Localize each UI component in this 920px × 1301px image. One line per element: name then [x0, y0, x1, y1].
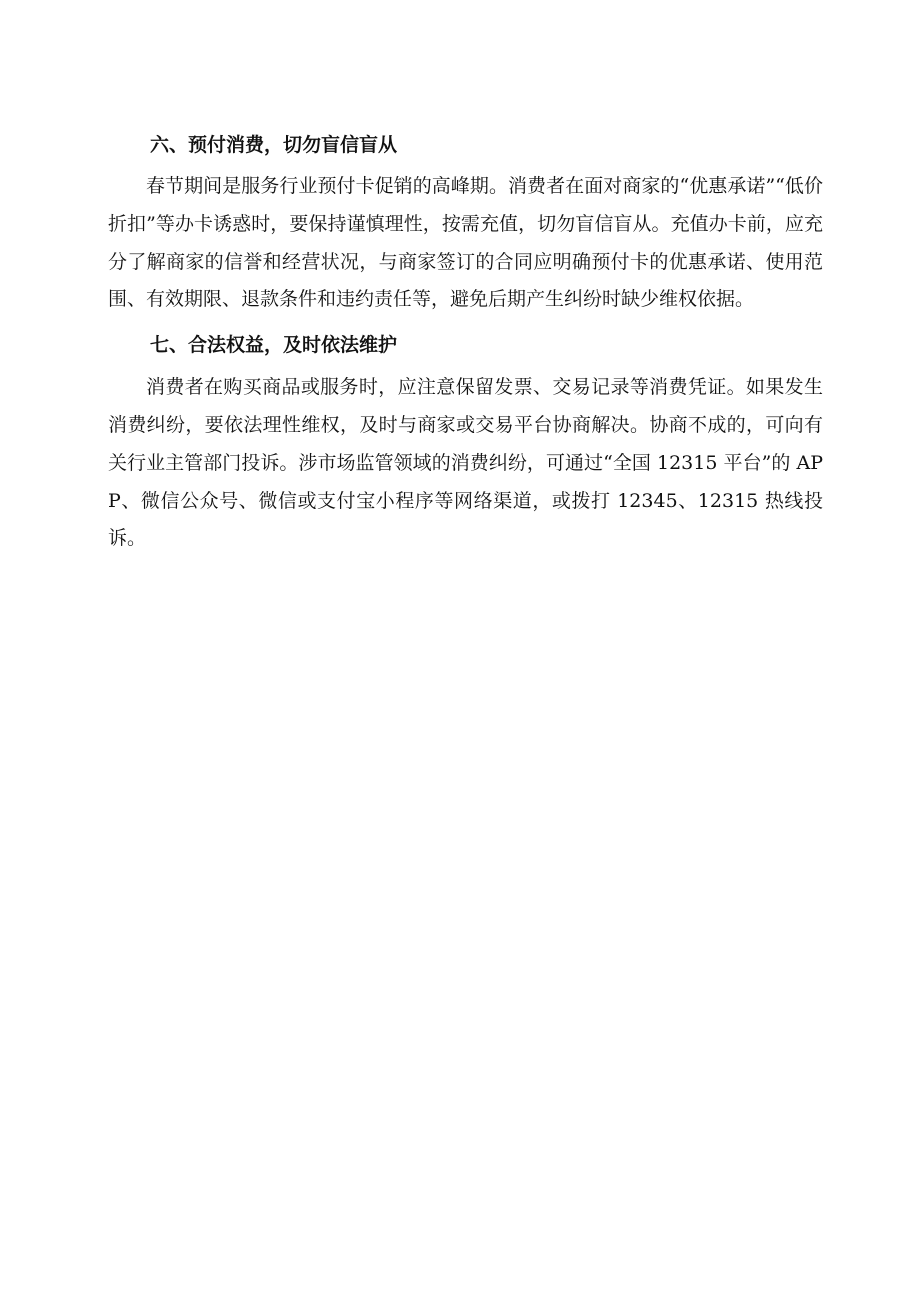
- section-6-heading: 六、预付消费，切勿盲信盲从: [150, 134, 398, 156]
- document-content: [108, 126, 823, 558]
- section-6-paragraph: 春节期间是服务行业预付卡促销的高峰期。消费者在面对商家的“优惠承诺”“低价折扣”等办卡诱惑时，要保持谨慎理性，按需充值，切勿盲信盲从。充值办卡前，应充分了解商家的信誉和经营状况，与商家签订的合同应明确预付卡的优惠承诺、使用范围、有效期限、退款条件和违约责任等，避免后期产生纠纷时缺少维权依据。: [108, 175, 823, 311]
- section-7-paragraph: 消费者在购买商品或服务时，应注意保留发票、交易记录等消费凭证。如果发生消费纠纷，要依法理性维权，及时与商家或交易平台协商解决。协商不成的，可向有关行业主管部门投诉。涉市场监管领域的消费纠纷，可通过“全国 12315 平台”的 APP、微信公众号、微信或支付宝小程序等网络渠道，或拨打 12345、12315 热线投诉。: [108, 376, 823, 550]
- section-7-heading: 七、合法权益，及时依法维护: [150, 334, 398, 357]
